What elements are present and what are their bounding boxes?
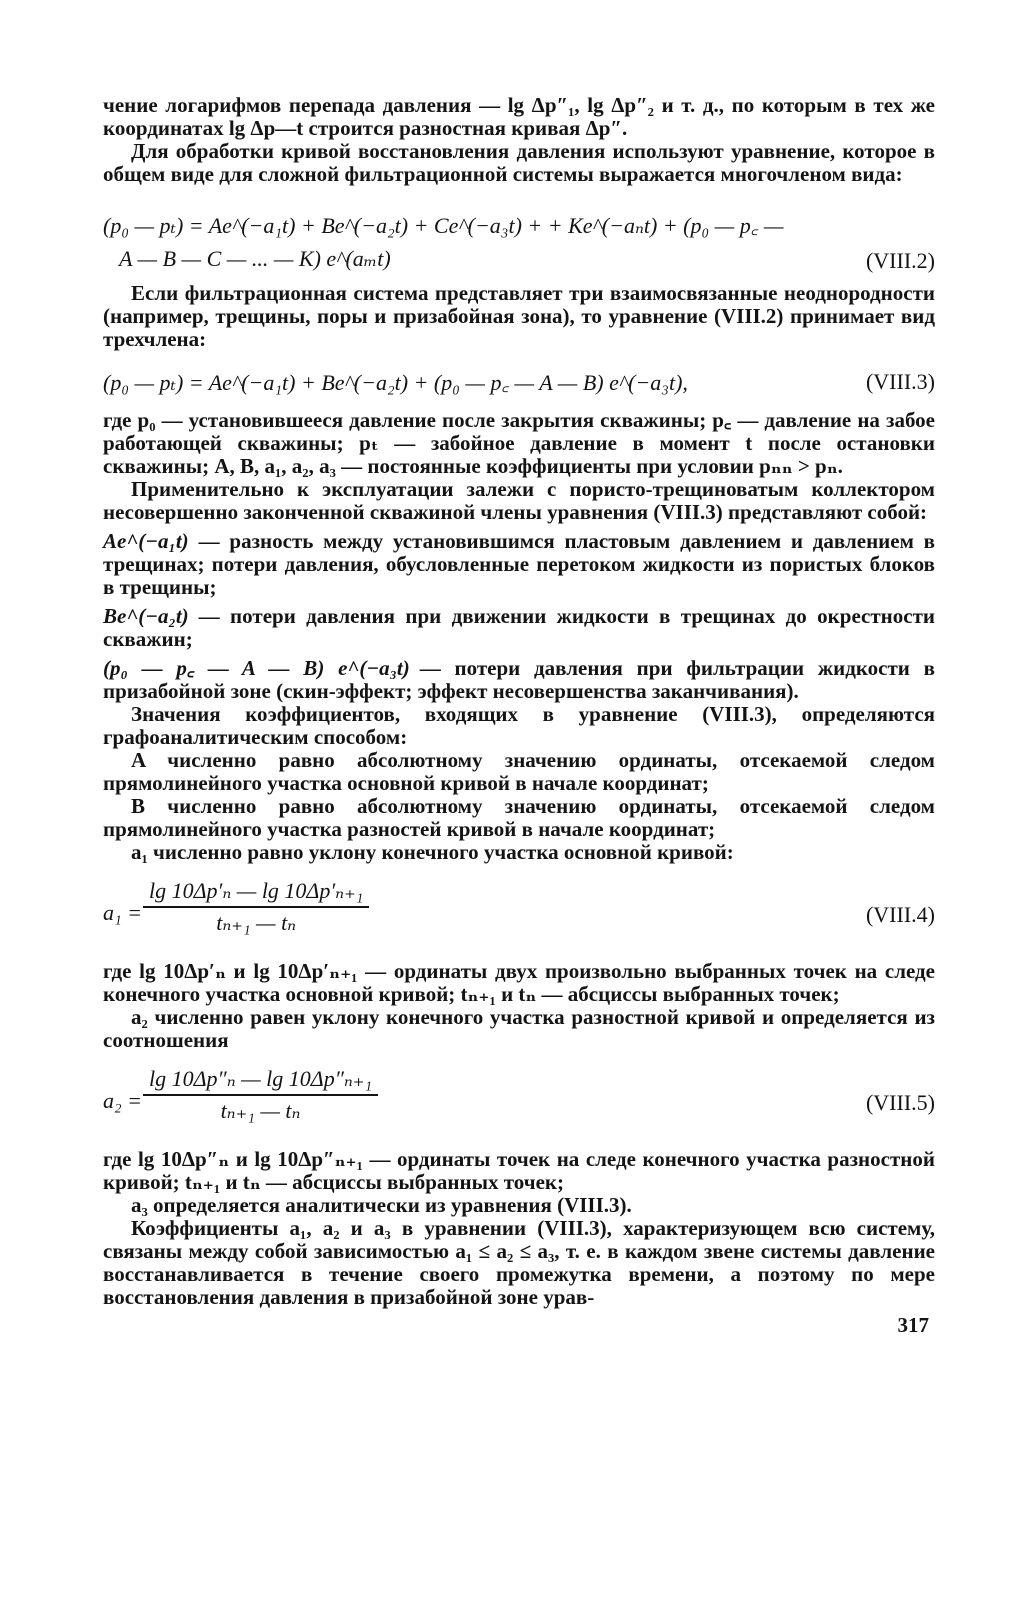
paragraph-10: где lg 10Δp′ₙ и lg 10Δp′ₙ₊₁ — ординаты двух произвольно выбранных точек на следе конечного участка основной кривой; tₙ₊₁ и tₙ — абсциссы выбранных точек; bbox=[103, 959, 935, 1006]
term-1 bbox=[103, 530, 935, 599]
equation-viii-2-line2-text: A — B — C — ... — K) e^(aₘt) bbox=[119, 246, 391, 271]
paragraph-2: Для обработки кривой восстановления давления используют уравнение, которое в общем виде для сложной фильтрационной системы выражается многочленом вида: bbox=[103, 139, 935, 186]
paragraph-7: A численно равно абсолютному значению ординаты, отсекаемой следом прямолинейного участка основной кривой в начале координат; bbox=[103, 748, 935, 795]
equation-viii-4-fraction bbox=[143, 878, 369, 936]
equation-viii-5-denominator: tₙ₊₁ — tₙ bbox=[220, 1098, 301, 1123]
term-2 bbox=[103, 605, 935, 651]
page-body bbox=[103, 94, 935, 1339]
equation-viii-5-fraction bbox=[143, 1066, 378, 1124]
equation-viii-4-lhs: a₁ = bbox=[103, 900, 142, 925]
paragraph-9: a₁ численно равно уклону конечного участка основной кривой: bbox=[131, 840, 734, 864]
equation-viii-4-numerator: lg 10Δp′ₙ — lg 10Δp′ₙ₊₁ bbox=[143, 878, 369, 908]
term-3-formula: (p₀ — p꜀ — A — B) e^(−a₃t) bbox=[103, 656, 410, 680]
term-1-formula: Ae^(−a₁t) bbox=[103, 529, 189, 553]
equation-viii-5 bbox=[103, 1052, 935, 1148]
paragraph-5: Применительно к эксплуатации залежи с пористо-трещиноватым коллектором несовершенно законченной скважиной члены уравнения (VIII.3) представляют собой: bbox=[103, 477, 935, 524]
equation-number-viii-4: (VIII.4) bbox=[865, 902, 935, 927]
equation-number-viii-2: (VIII.2) bbox=[865, 248, 935, 273]
paragraph-14: Коэффициенты a₁, a₂ и a₃ в уравнении (VIII.3), характеризующем всю систему, связаны между собой зависимостью a₁ ≤ a₂ ≤ a₃, т. е. в каждом звене системы давление восстанавливается в течение своего промежутка времени, а поэтому по мере восстановления давления в призабойной зоне урав- bbox=[103, 1216, 935, 1309]
paragraph-13: a₃ определяется аналитически из уравнения (VIII.3). bbox=[131, 1193, 632, 1217]
paragraph-11: a₂ численно равен уклону конечного участка разностной кривой и определяется из соотношения bbox=[103, 1005, 935, 1052]
equation-viii-4-denominator: tₙ₊₁ — tₙ bbox=[216, 910, 297, 935]
term-2-text: — потери давления при движении жидкости в трещинах до окрестности скважин; bbox=[103, 604, 935, 651]
paragraph-4: где p₀ — установившееся давление после закрытия скважины; p꜀ — давление на забое работающей скважины; pₜ — забойное давление в момент t после остановки скважины; A, B, a₁, a₂, a₃ — постоянные коэффициенты при условии pₙₙ > pₙ. bbox=[103, 408, 935, 478]
term-3-text: — потери давления при фильтрации жидкости в призабойной зоне (скин-эффект; эффект несовершенства заканчивания). bbox=[103, 656, 935, 703]
paragraph-8: B численно равно абсолютному значению ординаты, отсекаемой следом прямолинейного участка разностей кривой в начале координат; bbox=[103, 794, 935, 841]
term-2-formula: Be^(−a₂t) bbox=[103, 604, 189, 628]
equation-viii-5-lhs: a₂ = bbox=[103, 1088, 142, 1113]
equation-viii-2-line1 bbox=[103, 206, 935, 242]
paragraph-6: Значения коэффициентов, входящих в уравнение (VIII.3), определяются графоаналитическим способом: bbox=[103, 702, 935, 749]
equation-viii-3-text: (p₀ — pₜ) = Ae^(−a₁t) + Be^(−a₂t) + (p₀ — p꜀ — A — B) e^(−a₃t), bbox=[103, 370, 688, 395]
equation-viii-2-line1-text: (p₀ — pₜ) = Ae^(−a₁t) + Be^(−a₂t) + Ce^(−a₃t) + + Ke^(−aₙt) + (p₀ — p꜀ — bbox=[103, 213, 784, 238]
equation-number-viii-3: (VIII.3) bbox=[865, 369, 935, 394]
equation-viii-4 bbox=[103, 864, 935, 960]
page-number: 317 bbox=[897, 1313, 929, 1337]
paragraph-3: Если фильтрационная система представляет три взаимосвязанные неоднородности (например, трещины, поры и призабойная зона), то уравнение (VIII.2) принимает вид трехчлена: bbox=[103, 281, 935, 351]
paragraph-1: чение логарифмов перепада давления — lg Δp″₁, lg Δp″₂ и т. д., по которым в тех же координатах lg Δp—t строится разностная кривая Δp″. bbox=[103, 93, 935, 140]
paragraph-12: где lg 10Δp″ₙ и lg 10Δp″ₙ₊₁ — ординаты точек на следе конечного участка разностной кривой; tₙ₊₁ и tₙ — абсциссы выбранных точек; bbox=[103, 1147, 935, 1194]
equation-viii-5-numerator: lg 10Δp″ₙ — lg 10Δp″ₙ₊₁ bbox=[143, 1066, 378, 1096]
term-3 bbox=[103, 657, 935, 703]
equation-viii-3 bbox=[103, 351, 935, 409]
equation-viii-2-line2 bbox=[103, 242, 935, 282]
term-1-text: — разность между установившимся пластовым давлением и давлением в трещинах; потери давления, обусловленные перетоком жидкости из пористых блоков в трещины; bbox=[103, 529, 935, 599]
equation-number-viii-5: (VIII.5) bbox=[865, 1090, 935, 1115]
